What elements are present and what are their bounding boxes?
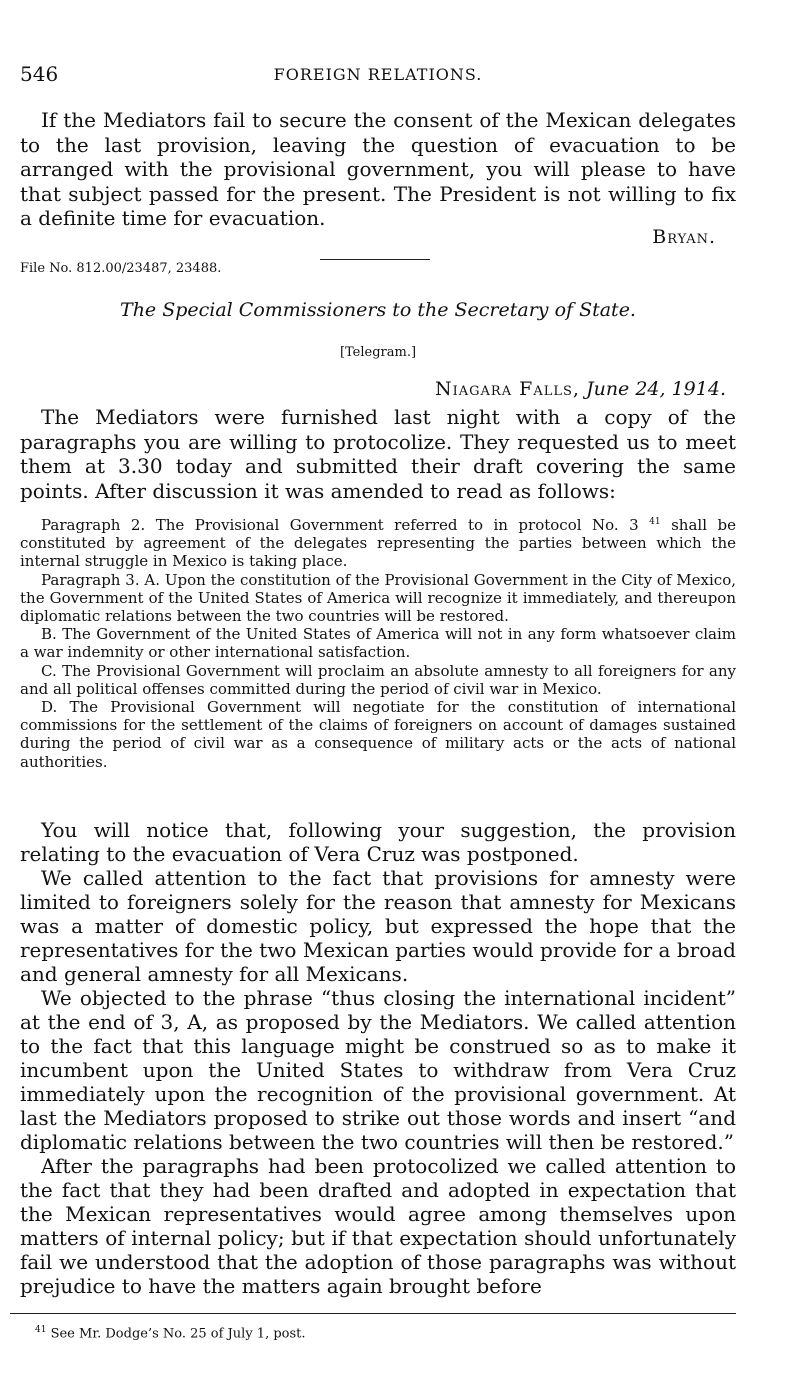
footnote-mark: 41 [35, 1325, 47, 1335]
dateline-place: Niagara Falls, [435, 378, 580, 400]
signature: Bryan. [652, 226, 716, 248]
body-paragraph-3: We objected to the phrase “thus closing the international incident” at the end of 3, A, as proposed by the Mediators. We called attention to the fact that this language might be construed so as to make it incumbent upon the United States to withdraw from Vera Cruz immediately upon the recognition of the provisional government. At last the Mediators proposed to strike out those words and insert “and diplomatic relations between the two countries will then be restored.” [20, 986, 736, 1154]
page-number: 546 [20, 62, 59, 86]
quoted-p2-before: Paragraph 2. The Provisional Government referred to in protocol No. 3 [41, 516, 639, 534]
footnote-rule [10, 1313, 736, 1314]
footnote-text: See Mr. Dodge’s No. 25 of July 1, post. [46, 1326, 306, 1342]
body-paragraph-1: You will notice that, following your suggestion, the provision relating to the evacuation of Vera Cruz was postponed. [20, 818, 736, 866]
opening-paragraph: The Mediators were furnished last night with a copy of the paragraphs you are willing to protocolize. They requested us to meet them at 3.30 today and submitted their draft covering the same points. After discussion it was amended to read as follows: [20, 405, 736, 503]
quoted-paragraph-3d: D. The Provisional Government will negotiate for the constitution of international commissions for the settlement of the claims of foreigners on account of damages sustained during the period of civil war as a consequence of military acts or the acts of national authorities. [20, 698, 736, 771]
section-divider [320, 259, 430, 260]
document-heading: The Special Commissioners to the Secretary of State. [120, 299, 636, 321]
dateline-date: June 24, 1914. [585, 378, 726, 400]
quoted-paragraphs [20, 513, 736, 771]
quoted-paragraph-3a: Paragraph 3. A. Upon the constitution of the Provisional Government in the City of Mexico, the Government of the United States of America will recognize it immediately, and thereupon diplomatic relations between the two countries will be restored. [20, 570, 736, 626]
intro-paragraph: If the Mediators fail to secure the consent of the Mexican delegates to the last provision, leaving the question of evacuation to be arranged with the provisional government, you will please to have that subject passed for the present. The President is not willing to fix a definite time for evacuation. [20, 108, 736, 230]
telegram-label: [Telegram.] [339, 345, 417, 360]
footnote [35, 1325, 306, 1341]
quoted-paragraph-3b: B. The Government of the United States of America will not in any form whatsoever claim a war indemnity or other international satisfaction. [20, 625, 736, 662]
footnote-ref: 41 [649, 517, 661, 527]
page-header [20, 62, 736, 90]
body-paragraph-2: We called attention to the fact that provisions for amnesty were limited to foreigners solely for the reason that amnesty for Mexicans was a matter of domestic policy, but expressed the hope that the representatives for the two Mexican parties would provide for a broad and general amnesty for all Mexicans. [20, 866, 736, 986]
dateline [20, 378, 726, 400]
body-paragraph-4: After the paragraphs had been protocolized we called attention to the fact that they had been drafted and adopted in expectation that the Mexican representatives would agree among themselves upon matters of internal policy; but if that expectation should unfortunately fail we understood that the adoption of those paragraphs was without prejudice to have the matters again brought before [20, 1154, 736, 1298]
body-paragraphs [20, 818, 736, 1298]
running-title: FOREIGN RELATIONS. [273, 65, 483, 84]
quoted-paragraph-3c: C. The Provisional Government will proclaim an absolute amnesty to all foreigners for any and all political offenses committed during the period of civil war in Mexico. [20, 661, 736, 698]
quoted-paragraph-2 [20, 513, 736, 571]
quoted-p2-after: shall be constituted by agreement of the delegates representing the parties between which the internal struggle in Mexico is taking place. [20, 516, 736, 571]
file-number: File No. 812.00/23487, 23488. [20, 261, 222, 276]
